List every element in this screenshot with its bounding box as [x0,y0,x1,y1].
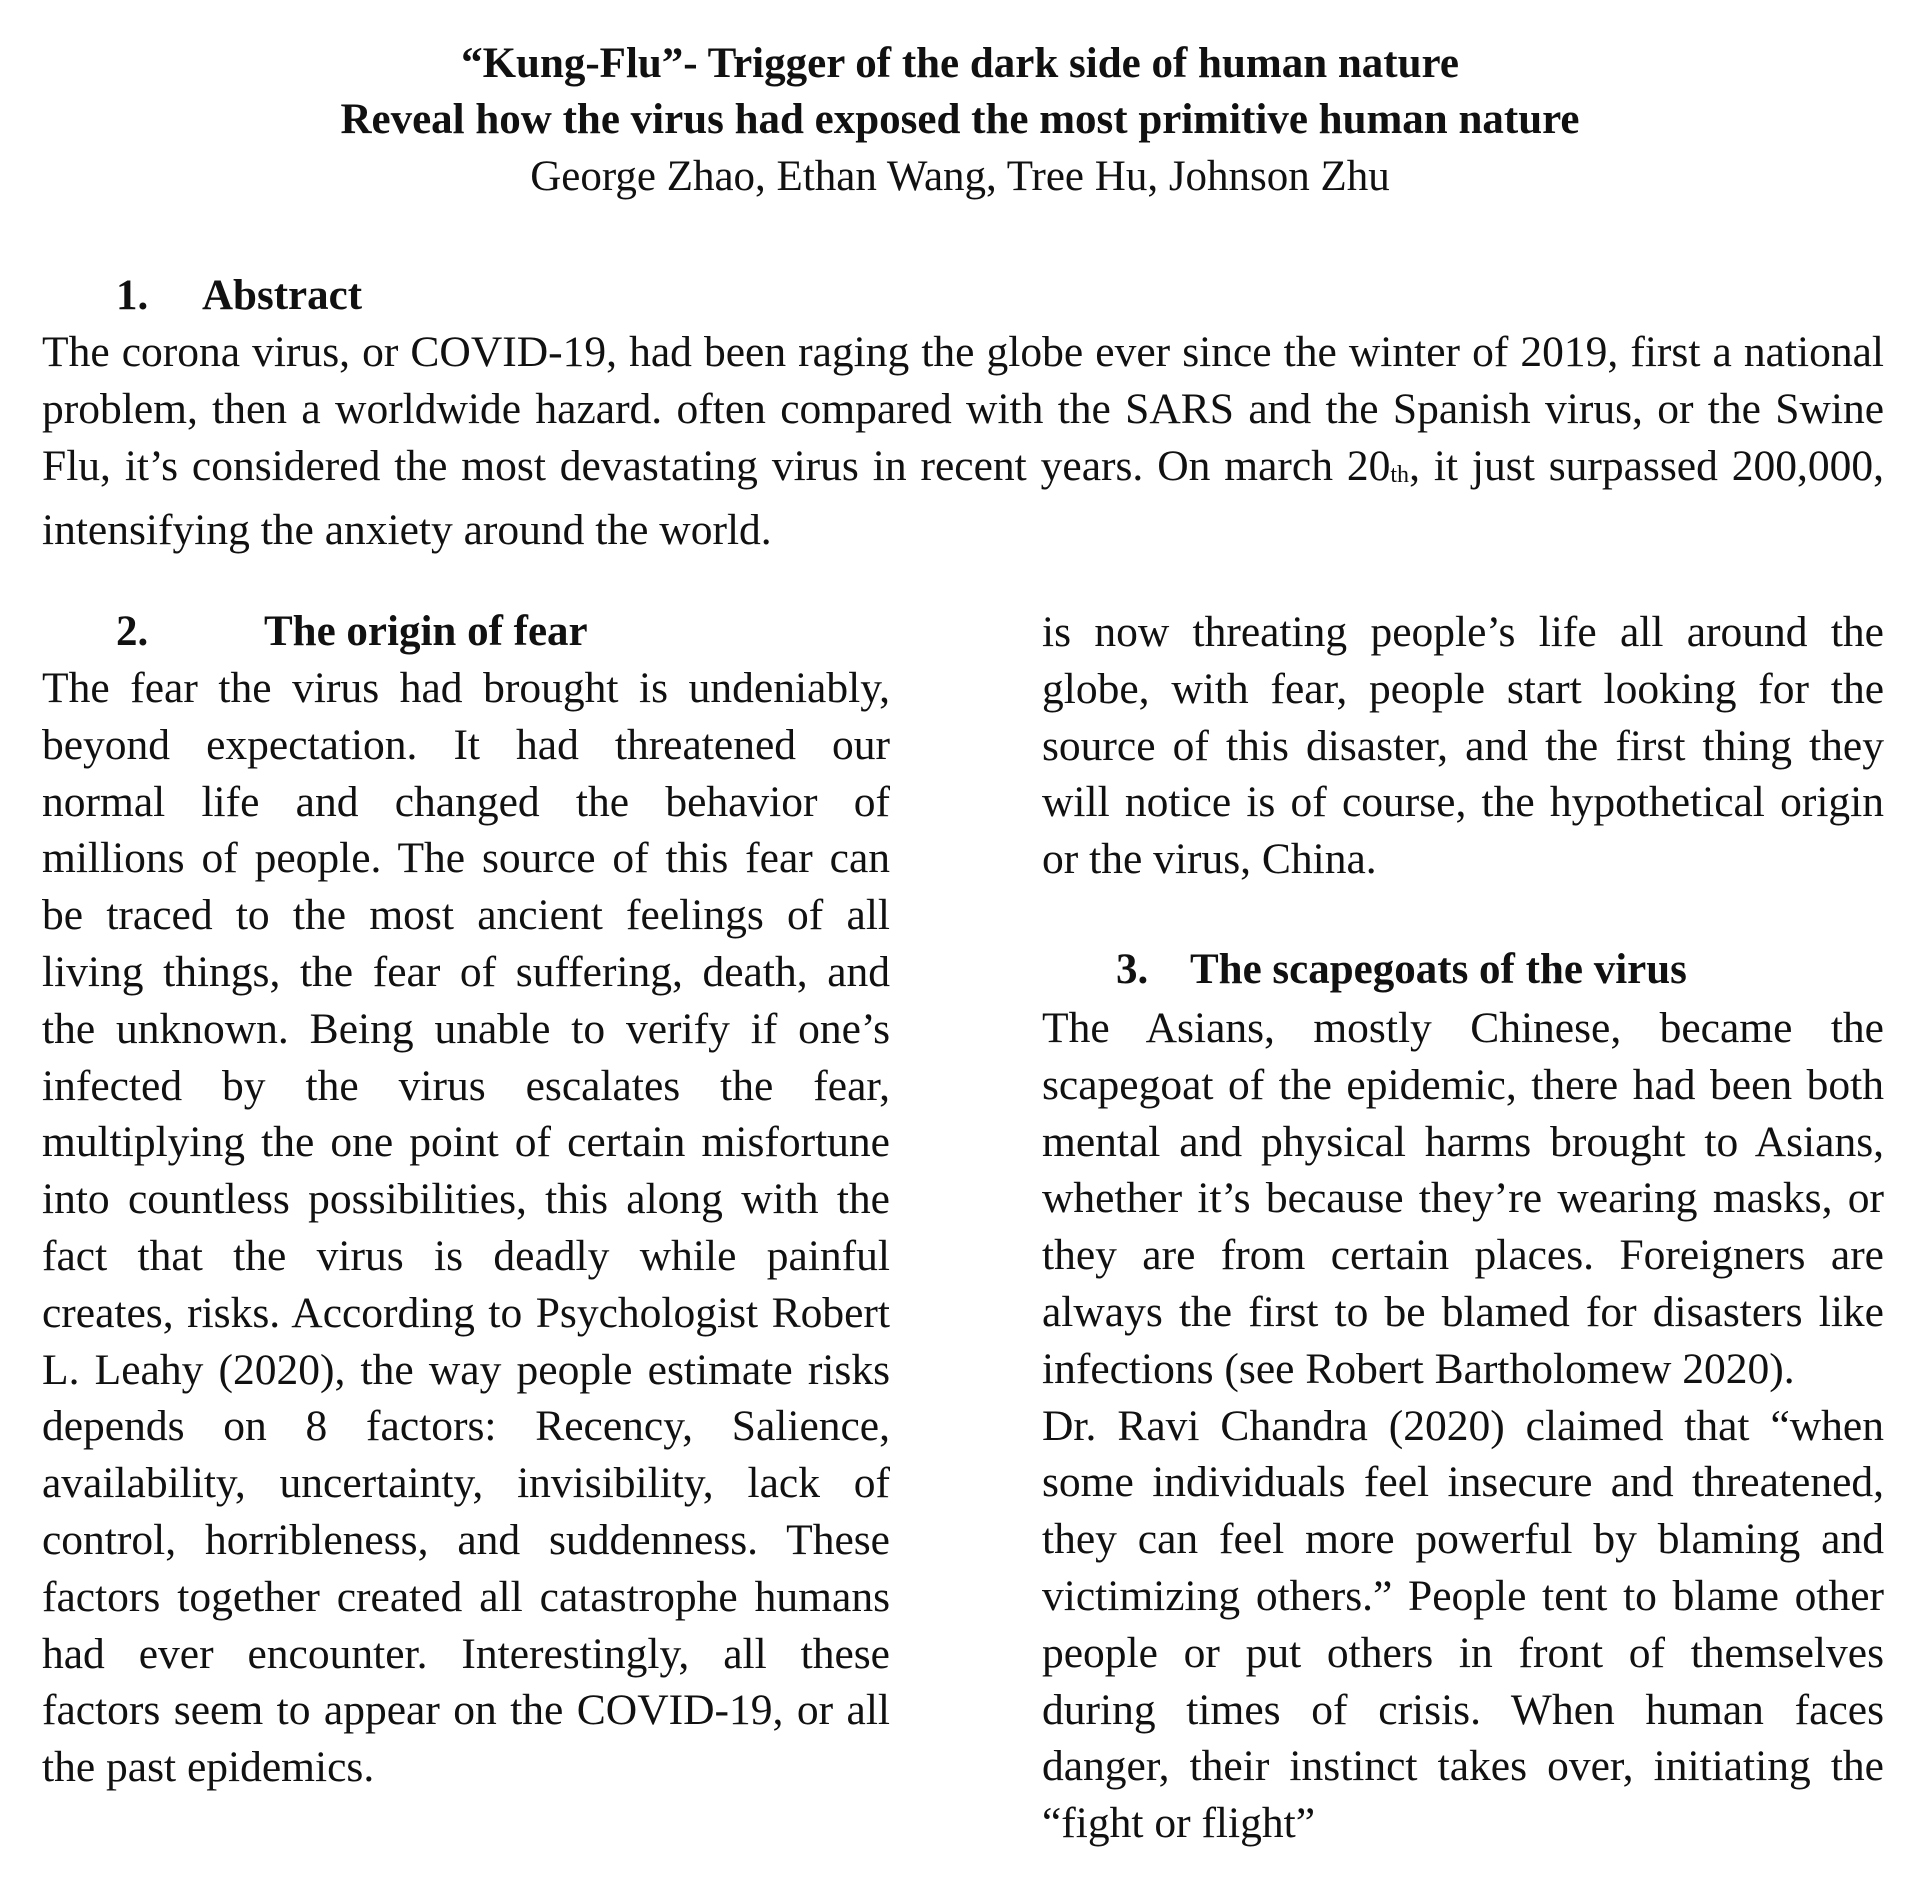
scapegoats-paragraph-2: Dr. Ravi Chandra (2020) claimed that “when some individuals feel insecure and threatened, they can feel more powerful by blaming and victimizing others.” People tent to blame other people or put others in front of themselves during times of crisis. When human faces danger, their instinct takes over, initiating the “fight or flight” [1042,1401,1884,1848]
origin-heading-number: 2. [116,608,149,655]
paper-subtitle: Reveal how the virus had exposed the most primitive human nature [340,96,1580,143]
scapegoats-heading [1116,942,1687,998]
scapegoats-heading-title: The scapegoats of the virus [1190,946,1687,993]
scapegoats-heading-number: 3. [1116,946,1149,993]
scapegoats-text [1042,1000,1884,1852]
origin-heading-title: The origin of fear [264,608,588,655]
abstract-text-main: The corona virus, or COVID-19, had been raging the globe ever since the winter of 2019, first a national problem, then a worldwide hazard. often compared with the SARS and the Spanish virus, or the Swine Flu, it’s considered the most devastating virus in recent years. On march 20 [42,328,1884,490]
abstract-text-end: , it just surpassed 200,000, intensifying the anxiety around the world. [42,442,1884,554]
abstract-ordinal-suffix: th [1390,462,1410,488]
paper-title: “Kung-Flu”- Trigger of the dark side of human nature [461,40,1459,87]
origin-heading [116,604,588,660]
scapegoats-paragraph-1: The Asians, mostly Chinese, became the scapegoat of the epidemic, there had been both mental and physical harms brought to Asians, whether it’s because they’re wearing masks, or they are from certain places. Foreigners are always the first to be blamed for disasters like infections (see Robert Bartholomew 2020). [1042,1004,1884,1393]
abstract-text [42,324,1884,559]
title-block [0,36,1920,206]
abstract-heading-title: Abstract [202,272,363,319]
origin-text-right-column: is now threating people’s life all around the globe, with fear, people start looking for the source of this disaster, and the first thing they will notice is of course, the hypothetical origin or the virus, China. [1042,608,1884,884]
abstract-heading-number: 1. [116,272,149,319]
origin-text-left-column: The fear the virus had brought is undeniably, beyond expectation. It had threatened our normal life and changed the behavior of millions of people. The source of this fear can be traced to the most ancient feelings of all living things, the fear of suffering, death, and the unknown. Being unable to verify if one’s infected by the virus escalates the fear, multiplying the one point of certain misfortune into countless possibilities, this along with the fact that the virus is deadly while painful creates, risks. According to Psychologist Robert L. Leahy (2020), the way people estimate risks depends on 8 factors: Recency, Salience, availability, uncertainty, invisibility, lack of control, horribleness, and suddenness. These factors together created all catastrophe humans had ever encounter. Interestingly, all these factors seem to appear on the COVID-19, or all the past epidemics. [42,664,890,1792]
author-list: George Zhao, Ethan Wang, Tree Hu, Johnson Zhu [530,153,1390,200]
abstract-heading [116,268,362,324]
